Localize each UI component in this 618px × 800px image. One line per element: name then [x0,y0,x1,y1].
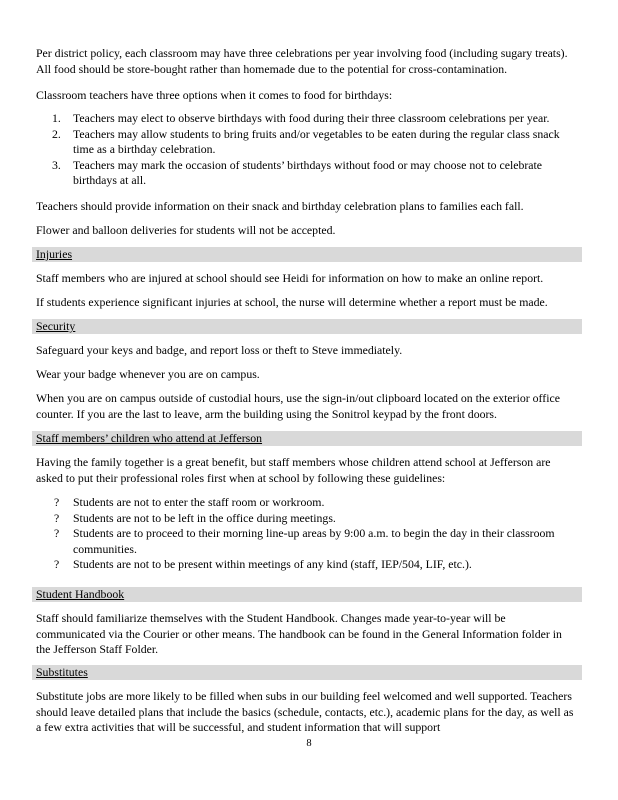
security-paragraph-3: When you are on campus outside of custodial hours, use the sign-in/out clipboard located on the exterior office counter. If you are the last to leave, arm the building using the Sonitrol keypad by the front doors. [36,391,560,421]
food-options-intro: Classroom teachers have three options when it comes to food for birthdays: [36,88,393,102]
celebration-plans-paragraph: Teachers should provide information on their snack and birthday celebration plans to families each fall. [36,199,524,213]
injuries-paragraph-2: If students experience significant injuries at school, the nurse will determine whether a report must be made. [36,295,548,309]
list-item [36,526,576,557]
bullet-marker: ? [54,526,60,540]
deliveries-paragraph: Flower and balloon deliveries for students will not be accepted. [36,223,336,237]
list-item-text: Teachers may allow students to bring fruits and/or vegetables to be eaten during the regular class snack time as a birthday celebration. [73,126,560,156]
injuries-heading: Injuries [36,247,73,261]
list-item-text: Teachers may mark the occasion of students’ birthdays without food or may choose not to celebrate birthdays at all. [73,157,543,187]
handbook-paragraph: Staff should familiarize themselves with the Student Handbook. Changes made year-to-year will be communicated via the Courier or other means. The handbook can be found in the General Information folder in the Jefferson Staff Folder. [36,611,562,656]
list-item [36,495,576,511]
food-policy-paragraph: Per district policy, each classroom may have three celebrations per year involving food (including sugary treats). All food should be store-bought rather than homemade due to the potential for cross-contamination. [36,46,568,76]
list-number: 3. [52,157,61,172]
list-item [36,158,576,189]
birthday-options-list [36,111,576,189]
list-item [36,511,576,527]
staff-children-intro: Having the family together is a great benefit, but staff members whose children attend school at Jefferson are asked to put their professional roles first when at school by following these guidelines: [36,455,551,485]
bullet-marker: ? [54,495,60,509]
security-paragraph-2: Wear your badge whenever you are on campus. [36,367,260,381]
list-item-text: Students are not to enter the staff room or workroom. [73,495,325,509]
list-item-text: Students are not to be left in the office during meetings. [73,510,336,525]
list-item-text: Students are not to be present within meetings of any kind (staff, IEP/504, LIF, etc.). [73,557,472,571]
list-item [36,557,576,573]
list-item-text: Students are to proceed to their morning line-up areas by 9:00 a.m. to begin the day in their classroom communities. [73,526,555,556]
substitutes-heading: Substitutes [36,665,88,679]
student-handbook-heading: Student Handbook [36,587,125,601]
list-item [36,127,576,158]
page-number: 8 [306,738,312,749]
staff-children-heading: Staff members’ children who attend at Jefferson [36,431,263,445]
list-item-text: Teachers may elect to observe birthdays with food during their three classroom celebrations per year. [73,111,550,125]
substitutes-paragraph: Substitute jobs are more likely to be filled when subs in our building feel welcomed and well supported. Teachers should leave detailed plans that include the basics (schedule, contacts, etc.), academic plans for the day, as well as a few extra activities that will be successful, and student information that will support [36,689,574,734]
section-heading-bar [32,319,582,334]
list-number: 2. [52,126,61,141]
guidelines-list [36,495,576,573]
security-heading: Security [36,319,76,333]
section-heading-bar [32,665,582,680]
list-number: 1. [52,111,61,125]
list-item [36,111,576,127]
section-heading-bar [32,247,582,262]
injuries-paragraph-1: Staff members who are injured at school should see Heidi for information on how to make an online report. [36,271,544,285]
bullet-marker: ? [54,557,60,571]
security-paragraph-1: Safeguard your keys and badge, and report loss or theft to Steve immediately. [36,343,403,357]
bullet-marker: ? [54,510,60,525]
